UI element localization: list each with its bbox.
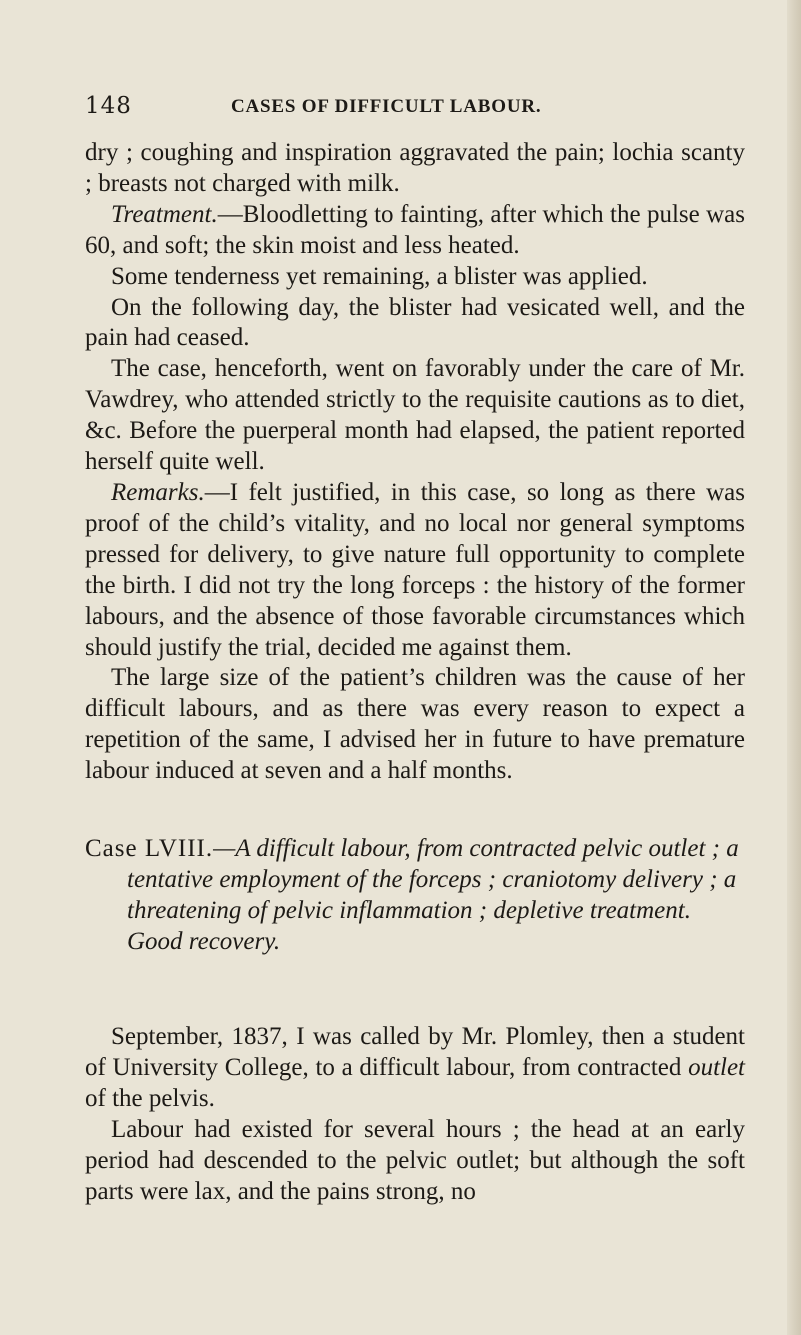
remarks-body: —I felt justified, in this case, so long as there was proof of the child’s vitality, and no local nor general symptoms pressed for delivery, to give nature full opportunity to complete the birth. I did not try the long forceps : the history of the former labours, and the absence of those favorable circumstances which should justify the trial, decided me against them. (85, 478, 745, 661)
paragraph: Labour had existed for several hours ; the head at an early period had descended to the pelvic outlet; but although the soft parts were lax, and the pains strong, no (85, 1115, 745, 1205)
paragraph (85, 1022, 745, 1115)
running-header (85, 93, 745, 123)
running-title: CASES OF DIFFICULT LABOUR. (231, 96, 542, 117)
italic-span: outlet (688, 1053, 745, 1081)
body-text-lower (85, 1022, 745, 1207)
body-text-upper (85, 138, 745, 787)
remarks-lead: Remarks. (111, 478, 205, 506)
treatment-lead: Treatment. (111, 200, 218, 228)
paragraph: The large size of the patient’s children was the cause of her difficult labours, and as there was every reason to expect a repetition of the same, I advised her in future to have premature labour induced at seven and a half months. (85, 664, 745, 785)
page-number: 148 (85, 93, 132, 119)
paragraph-treatment (85, 200, 745, 262)
case-heading-text (85, 834, 745, 958)
case-heading (85, 834, 745, 958)
paragraph-remarks (85, 478, 745, 663)
text-span: of the pelvis. (85, 1084, 215, 1112)
paragraph: Some tenderness yet remaining, a blister was applied. (111, 262, 648, 290)
page-edge (787, 0, 801, 1335)
paragraph: dry ; coughing and inspiration aggravated the pain; lochia scanty ; breasts not charged with milk. (85, 139, 745, 197)
case-label: Case LVIII. (85, 835, 214, 862)
paragraph: On the following day, the blister had vesicated well, and the pain had ceased. (85, 293, 745, 352)
treatment-body: —Bloodletting to fainting, after which the pulse was 60, and soft; the skin moist and less heated. (85, 200, 745, 259)
text-span: September, 1837, I was called by Mr. Plomley, then a student of University College, to a difficult labour, from contracted (85, 1023, 745, 1081)
paragraph: The case, henceforth, went on favorably under the care of Mr. Vawdrey, who attended strictly to the requisite cautions as to diet, &c. Before the puerperal month had elapsed, the patient reported herself quite well. (85, 355, 745, 476)
case-description: —A difficult labour, from contracted pelvic outlet ; a tentative employment of the forceps ; craniotomy delivery ; a threatening of pelvic inflammation ; depletive treatment. Good recovery. (127, 835, 739, 955)
